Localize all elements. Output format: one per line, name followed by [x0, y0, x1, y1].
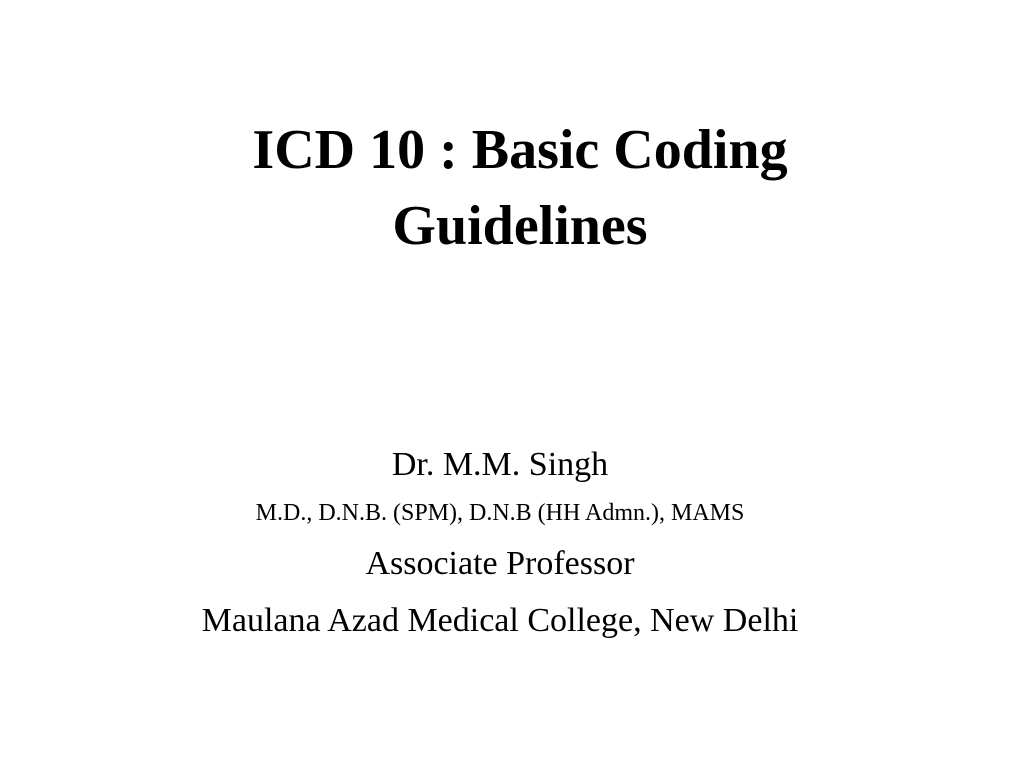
title-line-1: ICD 10 : Basic Coding [252, 119, 788, 181]
slide-title [100, 112, 940, 264]
author-credentials: M.D., D.N.B. (SPM), D.N.B (HH Admn.), MAMS [255, 500, 745, 526]
author-name: Dr. M.M. Singh [391, 446, 609, 483]
author-institution: Maulana Azad Medical College, New Delhi [201, 602, 799, 639]
author-position: Associate Professor [365, 545, 635, 582]
title-line-2: Guidelines [392, 195, 648, 257]
